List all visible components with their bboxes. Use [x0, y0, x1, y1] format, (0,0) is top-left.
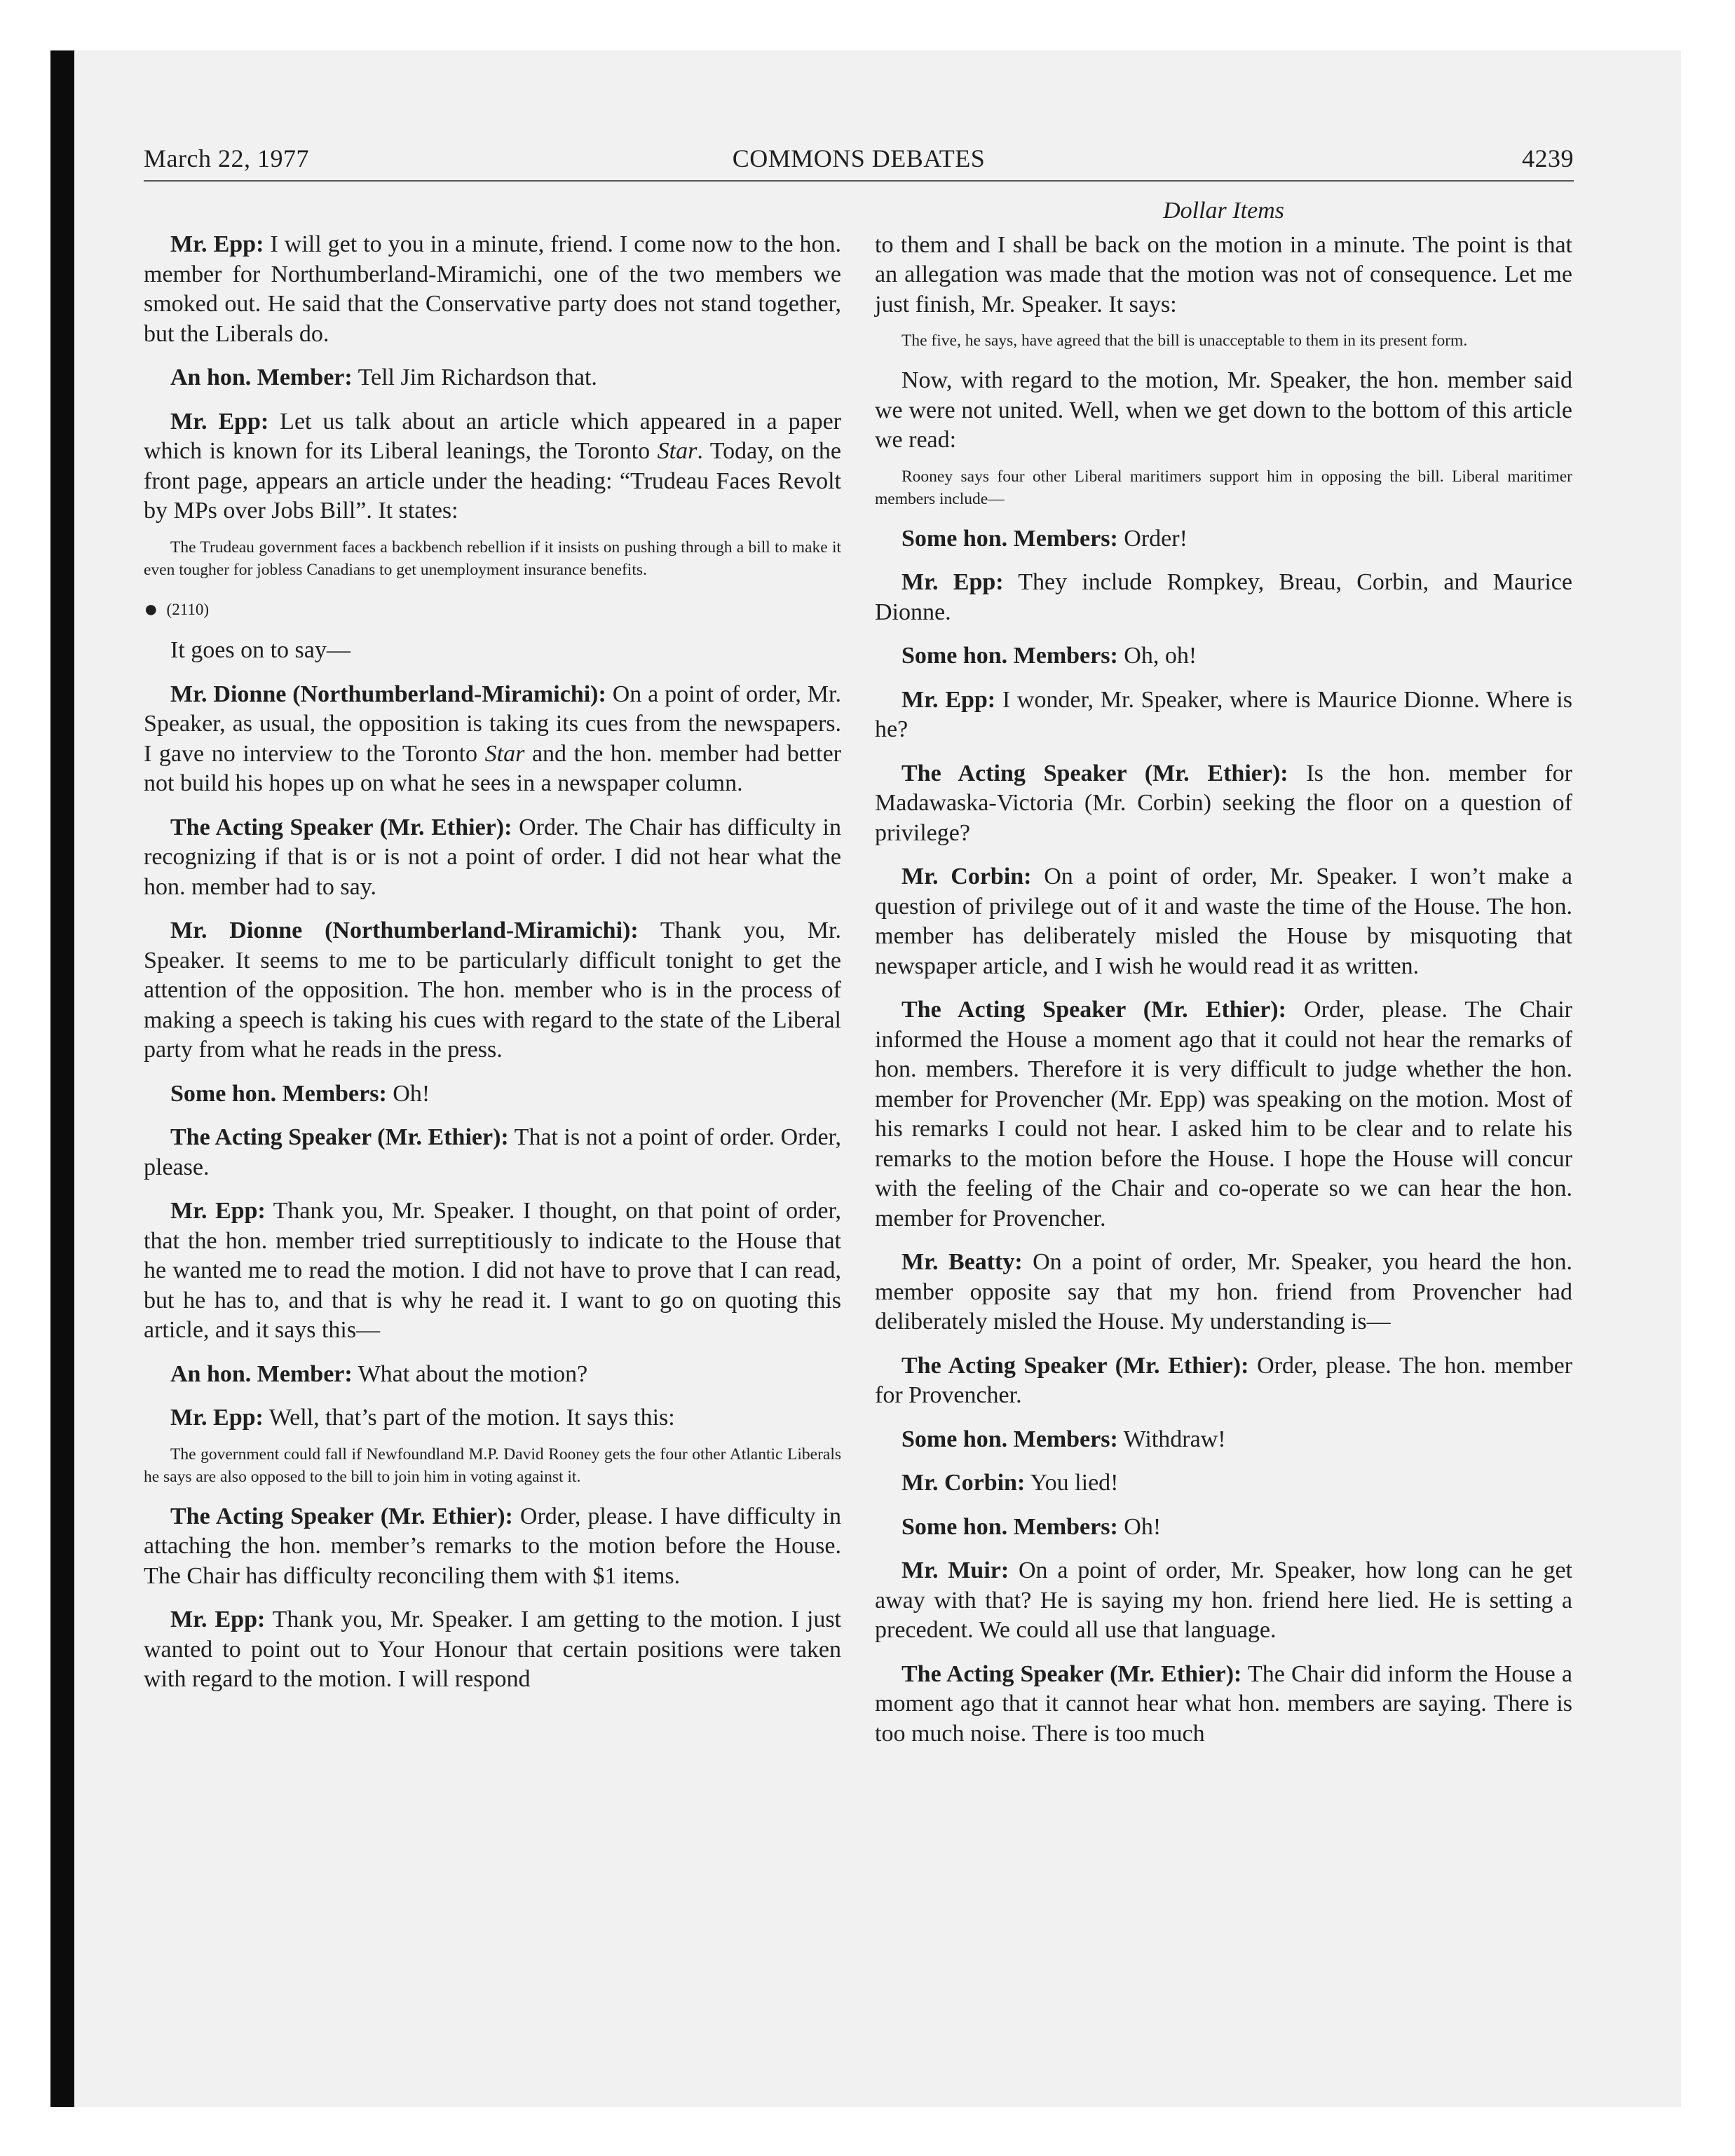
speech-text: I wonder, Mr. Speaker, where is Maurice Dionne. Where is he?: [875, 686, 1572, 742]
speaker-name: Some hon. Members:: [901, 1426, 1118, 1452]
speech-paragraph: [875, 1513, 1572, 1543]
speech-paragraph: [144, 363, 841, 393]
speech-paragraph: [875, 995, 1572, 1234]
speech-paragraph: [144, 1360, 841, 1390]
speech-text: Is the hon. member for Madawaska-Victoria (Mr. Corbin) seeking the floor on a question of privilege?: [875, 760, 1572, 846]
speech-text: Well, that’s part of the motion. It says this:: [263, 1405, 675, 1431]
quoted-excerpt: Rooney says four other Liberal maritimers support him in opposing the bill. Liberal maritimer members include—: [875, 467, 1572, 508]
timestamp: [144, 595, 841, 625]
speech-paragraph: [144, 230, 841, 349]
speaker-name: Mr. Epp:: [170, 231, 264, 257]
speech-text: On a point of order, Mr. Speaker, as usual, the opposition is taking its cues from the newspapers. I gave no interview to the Toronto: [144, 681, 841, 767]
speaker-name: Some hon. Members:: [901, 525, 1118, 552]
bullet-icon: ●: [144, 596, 158, 622]
speech-paragraph: [875, 524, 1572, 554]
speech-text: They include Rompkey, Breau, Corbin, and Maurice Dionne.: [875, 569, 1572, 625]
running-head: Dollar Items: [1163, 198, 1284, 224]
speaker-name: Mr. Epp:: [170, 1198, 266, 1224]
speaker-name: The Acting Speaker (Mr. Ethier):: [901, 760, 1288, 786]
speech-text: Order, please. I have difficulty in attaching the hon. member’s remarks to the motion before the House. The Chair has difficulty reconciling them with $1 items.: [144, 1503, 842, 1589]
speech-text: On a point of order, Mr. Speaker, you heard the hon. member opposite say that my hon. friend from Provencher had deliberately misled the House. My understanding is—: [875, 1249, 1572, 1335]
speech-paragraph: [875, 1556, 1572, 1646]
speech-text: On a point of order, Mr. Speaker, how long can he get away with that? He is saying my hon. friend here lied. He is setting a precedent. We could all use that language.: [875, 1557, 1573, 1643]
page-number: 4239: [1522, 144, 1574, 172]
speech-paragraph: [875, 1425, 1572, 1455]
newspaper-name: Star: [484, 740, 525, 767]
speech-text: Oh, oh!: [1117, 643, 1197, 669]
left-column: [144, 196, 841, 1709]
header-date: March 22, 1977: [144, 144, 309, 172]
speech-paragraph: It goes on to say—: [170, 637, 351, 663]
speaker-name: Mr. Dionne (Northumberland-Miramichi):: [170, 681, 606, 707]
speech-text: You lied!: [1025, 1470, 1119, 1496]
column-spacer: [144, 196, 841, 230]
speech-text: Thank you, Mr. Speaker. It seems to me to be particularly difficult tonight to get the attention of the opposition. The hon. member who is in the process of making a speech is taking his cues with regard to the state of the Liberal party from what he reads in the press.: [144, 917, 841, 1063]
newspaper-name: Star: [657, 438, 698, 464]
page-header: [144, 144, 1574, 182]
speaker-name: The Acting Speaker (Mr. Ethier):: [170, 1503, 513, 1529]
speech-text: That is not a point of order. Order, please.: [144, 1124, 841, 1180]
speech-paragraph: [875, 1660, 1572, 1749]
speech-paragraph: [875, 1468, 1572, 1499]
speech-paragraph: [875, 1351, 1572, 1411]
speaker-name: Mr. Epp:: [170, 1606, 266, 1632]
speech-paragraph: [144, 813, 841, 903]
speaker-name: Mr. Corbin:: [901, 864, 1032, 889]
quoted-excerpt: The five, he says, have agreed that the bill is unacceptable to them in its present form.: [901, 332, 1468, 350]
speaker-name: Mr. Epp:: [901, 686, 996, 713]
speech-text: On a point of order, Mr. Speaker. I won’t make a question of privilege out of it and waste the time of the House. The hon. member has deliberately misled the House by misquoting that newspaper article, and I wish he would read it as written.: [875, 864, 1572, 979]
speech-text: Tell Jim Richardson that.: [352, 364, 597, 390]
speaker-name: The Acting Speaker (Mr. Ethier):: [901, 1660, 1242, 1687]
speaker-name: An hon. Member:: [170, 1360, 353, 1387]
speaker-name: The Acting Speaker (Mr. Ethier):: [901, 1352, 1249, 1379]
speech-text: Thank you, Mr. Speaker. I thought, on that point of order, that the hon. member tried surreptitiously to indicate to the House that he wanted me to read the motion. I did not have to prove that I can read, but he has to, and that is why he read it. I want to go on quoting this article, and it says this—: [144, 1198, 841, 1343]
speech-paragraph: [144, 1403, 841, 1433]
speech-text: I will get to you in a minute, friend. I come now to the hon. member for Northumberland-Miramichi, one of the two members we smoked out. He said that the Conservative party does not stand together, but the Liberals do.: [144, 231, 841, 347]
speech-text: Let us talk about an article which appeared in a paper which is known for its Liberal leanings, the Toronto: [144, 408, 841, 464]
speech-paragraph: to them and I shall be back on the motion in a minute. The point is that an allegation was made that the motion was not of consequence. Let me just finish, Mr. Speaker. It says:: [875, 231, 1572, 318]
header-title: COMMONS DEBATES: [732, 144, 986, 172]
speech-paragraph: [875, 759, 1572, 849]
speaker-name: Mr. Epp:: [170, 1405, 264, 1431]
speaker-name: Mr. Corbin:: [901, 1470, 1026, 1496]
speaker-name: Mr. Beatty:: [901, 1249, 1023, 1275]
speech-paragraph: [144, 1123, 841, 1182]
speech-paragraph: [144, 1196, 841, 1346]
speaker-name: The Acting Speaker (Mr. Ethier):: [170, 1124, 509, 1150]
speaker-name: Mr. Dionne (Northumberland-Miramichi):: [170, 917, 639, 943]
speech-text: and the hon. member had better not build his hopes up on what he sees in a newspaper column.: [144, 740, 841, 796]
right-column: [875, 196, 1572, 1763]
speech-paragraph: [144, 680, 841, 799]
speaker-name: The Acting Speaker (Mr. Ethier):: [901, 997, 1286, 1023]
speaker-name: Some hon. Members:: [901, 643, 1118, 669]
speech-paragraph: Now, with regard to the motion, Mr. Speaker, the hon. member said we were not united. Well, when we get down to the bottom of this article we read:: [875, 367, 1572, 453]
speaker-name: Mr. Epp:: [901, 569, 1004, 595]
speech-paragraph: [144, 1079, 841, 1110]
speech-text: Oh!: [1117, 1513, 1162, 1540]
speaker-name: The Acting Speaker (Mr. Ethier):: [170, 814, 512, 840]
speech-text: Order. The Chair has difficulty in recognizing if that is or is not a point of order. I did not hear what the hon. member had to say.: [144, 814, 842, 900]
binding-edge: [50, 50, 74, 2107]
speech-text: Order!: [1117, 525, 1188, 552]
speech-paragraph: [875, 641, 1572, 671]
quoted-excerpt: The government could fall if Newfoundland M.P. David Rooney gets the four other Atlantic Liberals he says are also opposed to the bill to join him in voting against it.: [144, 1445, 841, 1486]
speech-paragraph: [875, 685, 1572, 745]
speech-paragraph: [144, 1605, 841, 1695]
speaker-name: An hon. Member:: [170, 364, 353, 390]
speech-text: What about the motion?: [352, 1360, 588, 1387]
speaker-name: Some hon. Members:: [170, 1080, 387, 1107]
speech-text: Order, please. The hon. member for Provencher.: [875, 1352, 1572, 1408]
speech-text: . Today, on the front page, appears an article under the heading: “Trudeau Faces Revolt by MPs over Jobs Bill”. It states:: [144, 438, 842, 524]
speaker-name: Some hon. Members:: [901, 1513, 1118, 1540]
speech-paragraph: [144, 1502, 841, 1592]
speech-paragraph: [144, 407, 841, 526]
speaker-name: Mr. Epp:: [170, 408, 269, 435]
quoted-excerpt: The Trudeau government faces a backbench rebellion if it insists on pushing through a bill to make it even tougher for jobless Canadians to get unemployment insurance benefits.: [144, 538, 841, 579]
timestamp-text: (2110): [166, 600, 210, 618]
speech-paragraph: [875, 568, 1572, 627]
speech-text: Order, please. The Chair informed the House a moment ago that it could not hear the remarks of hon. members. Therefore it is very difficult to judge whether the hon. member for Provencher (Mr. Epp) was speaking on the motion. Most of his remarks I could not hear. I asked him to be clear and to relate his remarks to the motion before the House. I hope the House will concur with the feeling of the Chair and co-operate so we can hear the hon. member for Provencher.: [875, 997, 1572, 1231]
speech-paragraph: [875, 862, 1572, 981]
speech-text: Thank you, Mr. Speaker. I am getting to the motion. I just wanted to point out to Your Honour that certain positions were taken with regard to the motion. I will respond: [144, 1606, 841, 1692]
speech-paragraph: [875, 1248, 1572, 1337]
speech-paragraph: [144, 916, 841, 1065]
speaker-name: Mr. Muir:: [901, 1557, 1009, 1583]
speech-text: Withdraw!: [1117, 1426, 1226, 1452]
speech-text: Oh!: [386, 1080, 430, 1107]
speech-text: The Chair did inform the House a moment ago that it cannot hear what hon. members are saying. There is too much noise. There is too much: [875, 1660, 1572, 1747]
